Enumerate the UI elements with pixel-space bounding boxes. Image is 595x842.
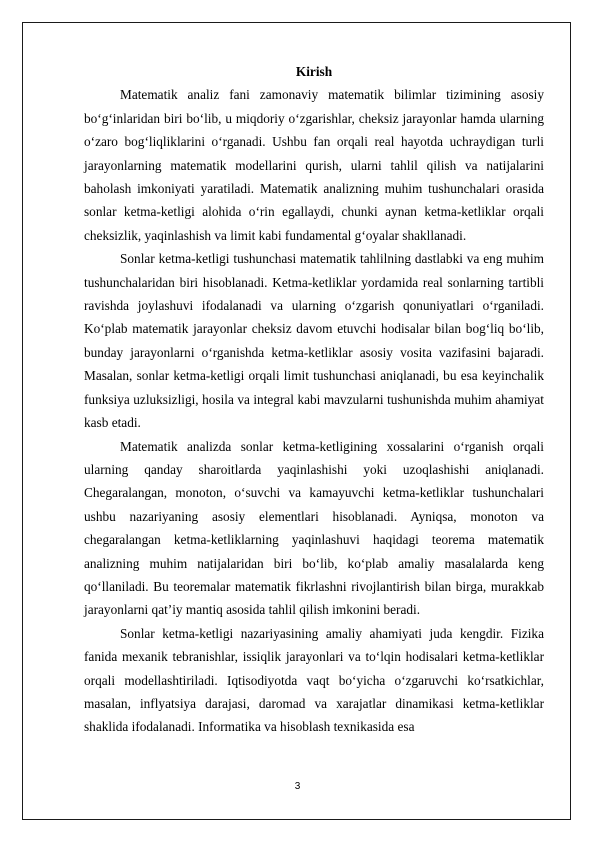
paragraph-4: Sonlar ketma-ketligi nazariyasining amaliy ahamiyati juda kengdir. Fizika fanida mexanik tebranishlar, issiqlik jarayonlari va to‘lqin hodisalari ketma-ketliklar orqali modellashtiriladi. Iqtisodiyotda vaqt bo‘yicha o‘zgaruvchi ko‘rsatkichlar, masalan, inflyatsiya darajasi, daromad va xarajatlar dinamikasi ketma-ketliklar shaklida ifodalanadi. Informatika va hisoblash texnikasida esa bbox=[84, 625, 544, 735]
section-title: Kirish bbox=[295, 64, 333, 79]
page-number: 3 bbox=[294, 781, 301, 792]
paragraph-1: Matematik analiz fani zamonaviy matematik bilimlar tizimining asosiy bo‘g‘inlaridan biri bo‘lib, u miqdoriy o‘zgarishlar, cheksiz jarayonlar hamda ularning o‘zaro bog‘liqliklarini o‘rganadi. Ushbu fan orqali real hayotda uchraydigan turli jarayonlarning matematik modellarini qurish, ularni tahlil qilish va natijalarini baholash imkoniyati yaratiladi. Matematik analizning muhim tushunchalari orasida sonlar ketma-ketligi alohida o‘rin egallaydi, chunki aynan ketma-ketliklar orqali cheksizlik, yaqinlashish va limit kabi fundamental g‘oyalar shakllanadi. bbox=[84, 87, 544, 243]
paragraph-3: Matematik analizda sonlar ketma-ketligining xossalarini o‘rganish orqali ularning qanday sharoitlarda yaqinlashishi yoki uzoqlashishi aniqlanadi. Chegaralangan, monoton, o‘suvchi va kamayuvchi ketma-ketliklar tushunchalari ushbu nazariyaning asosiy elementlari hisoblanadi. Ayniqsa, monoton va chegaralangan ketma-ketliklarning yaqinlashuvi haqidagi teorema matematik analizning muhim natijalaridan biri bo‘lib, ko‘plab amaliy masalalarda keng qo‘llaniladi. Bu teoremalar matematik fikrlashni rivojlantirish bilan birga, murakkab jarayonlarni qat’iy mantiq asosida tahlil qilish imkonini beradi. bbox=[84, 438, 544, 618]
paragraph-2: Sonlar ketma-ketligi tushunchasi matematik tahlilning dastlabki va eng muhim tushunchalaridan biri hisoblanadi. Ketma-ketliklar yordamida real sonlarning tartibli ravishda joylashuvi ifodalanadi va ularning o‘zgarish qonuniyatlari o‘rganiladi. Ko‘plab matematik jarayonlar cheksiz davom etuvchi hodisalar bilan bog‘liq bo‘lib, bunday jarayonlarni o‘rganishda ketma-ketliklar asosiy vosita vazifasini bajaradi. Masalan, sonlar ketma-ketligi orqali limit tushunchasi aniqlanadi, bu esa keyinchalik funksiya uzluksizligi, hosila va integral kabi mavzularni tushunishda muhim ahamiyat kasb etadi. bbox=[84, 251, 544, 431]
document-body bbox=[84, 60, 544, 739]
